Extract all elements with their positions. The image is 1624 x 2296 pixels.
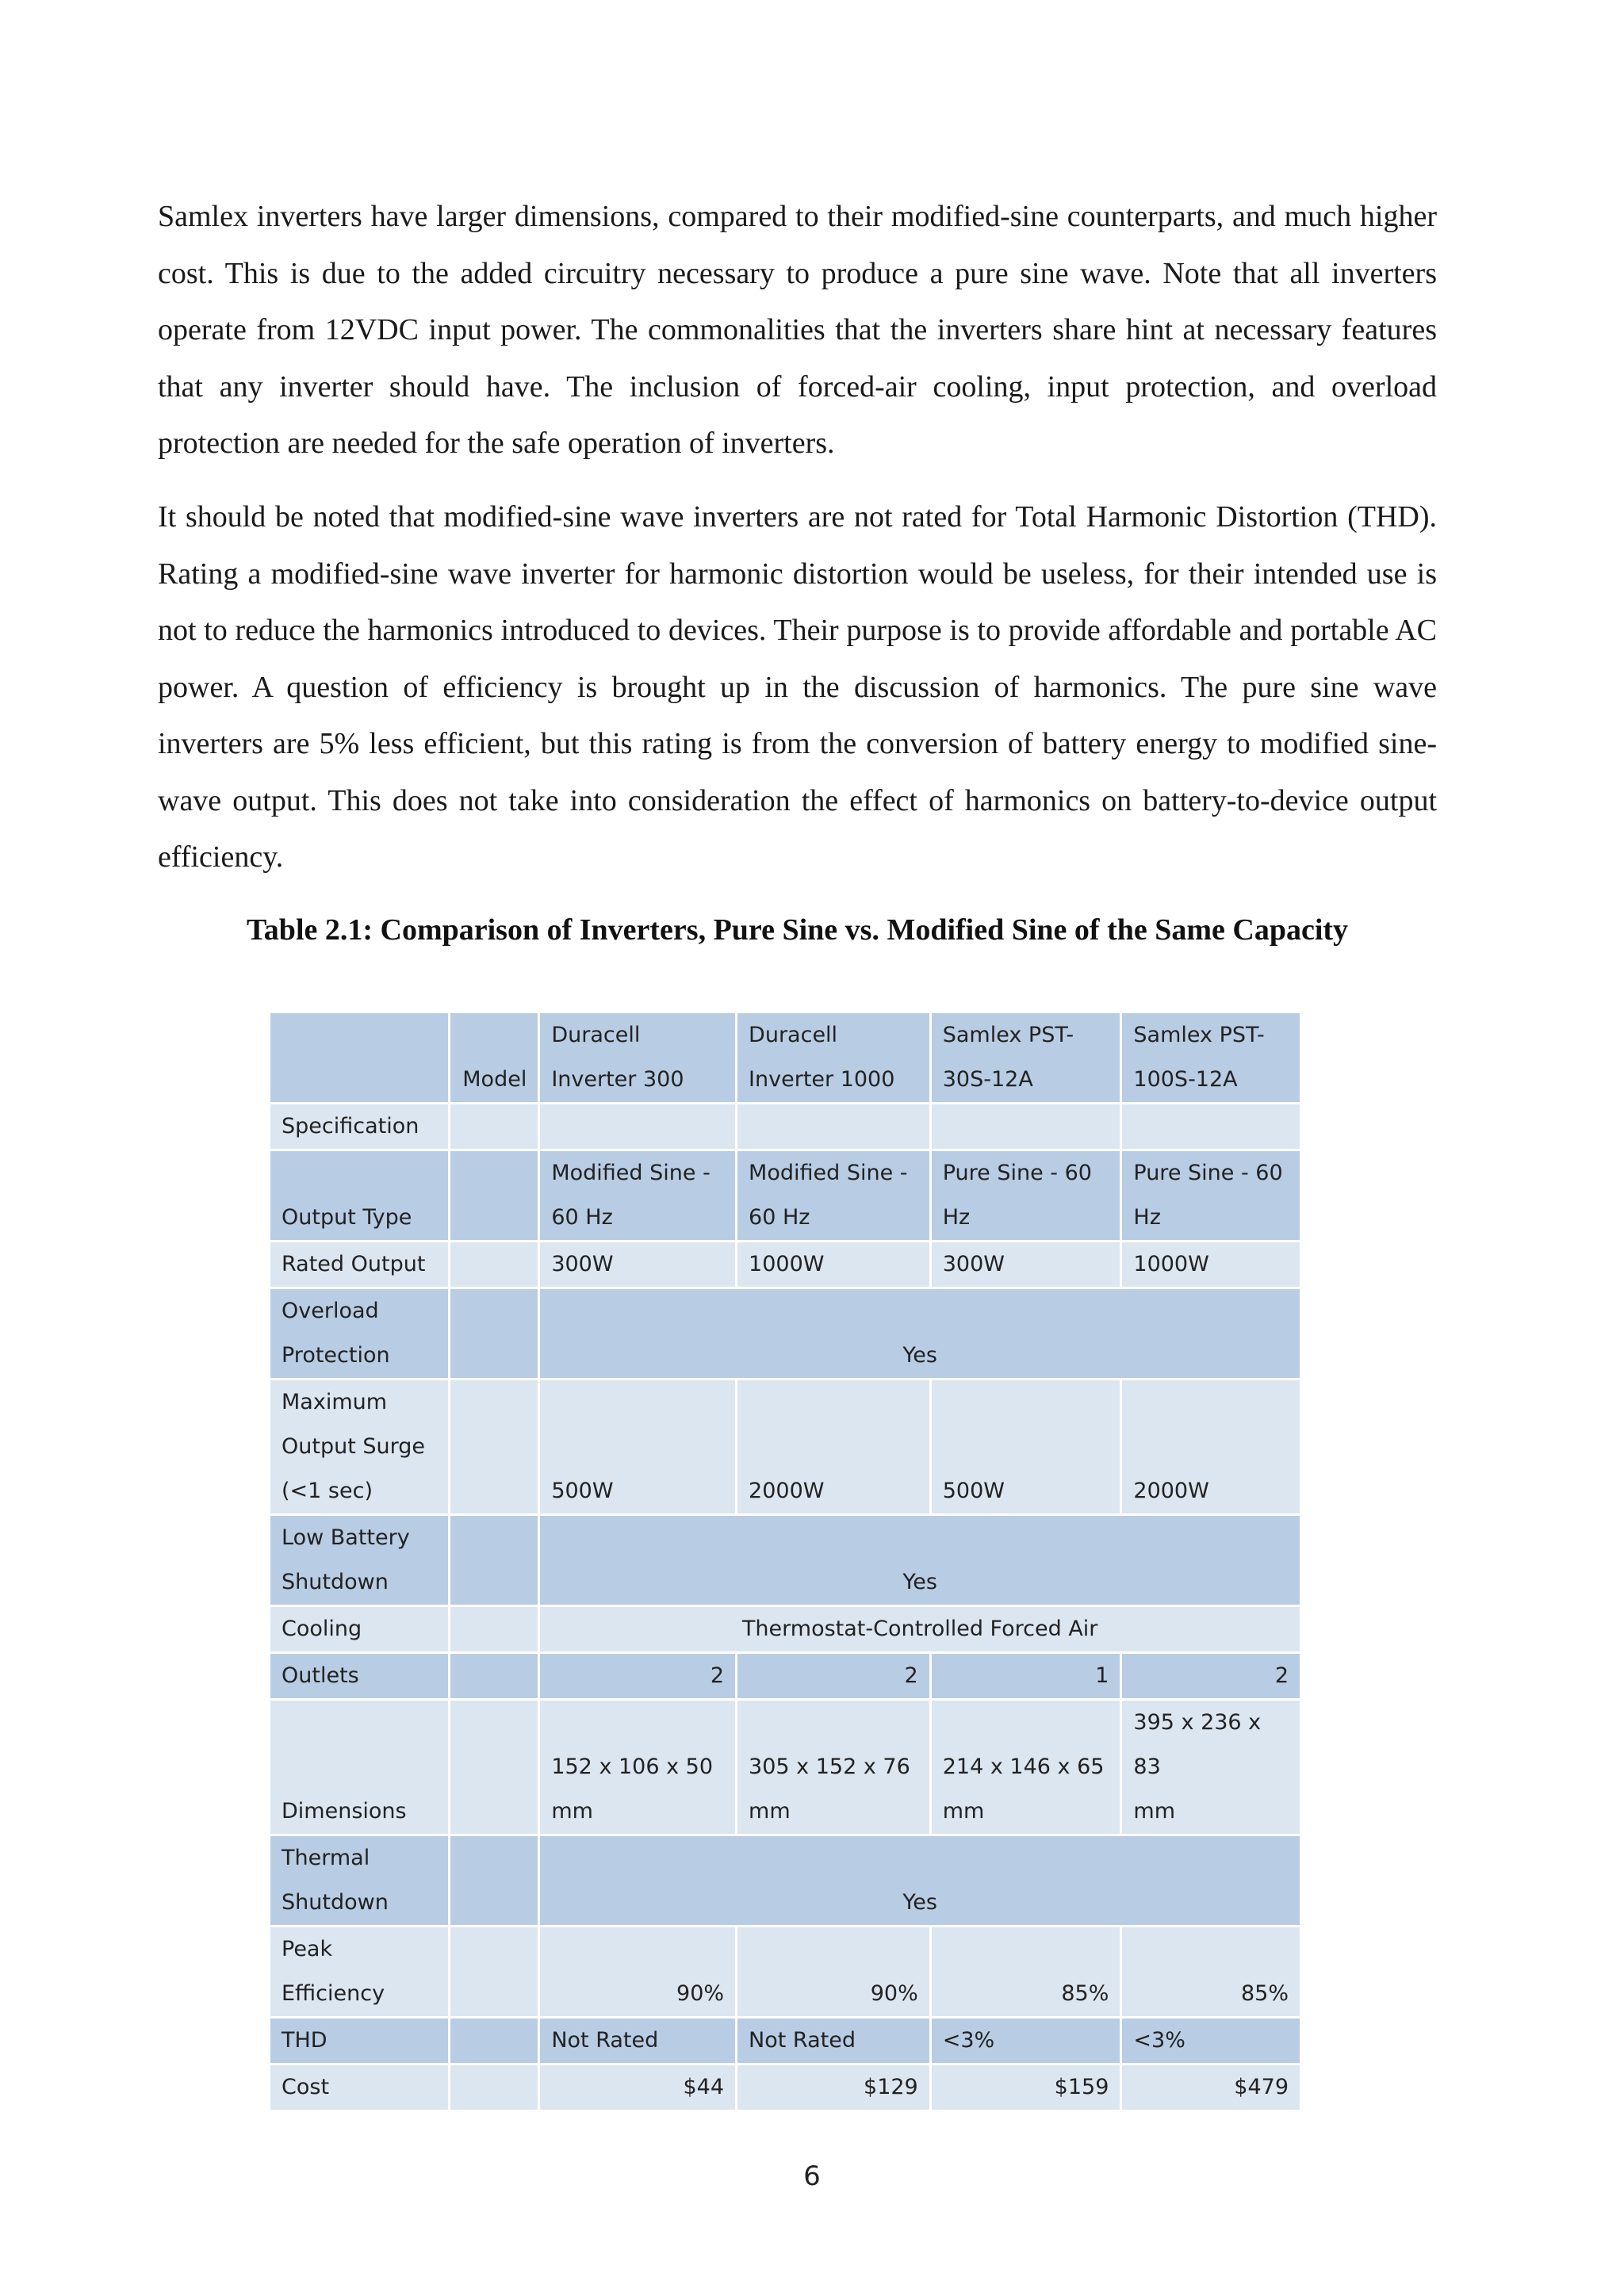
model-line: Inverter 300 (551, 1067, 684, 1092)
row-label: Cooling (270, 1607, 448, 1651)
table-row (270, 1654, 1300, 1698)
cell-line: Pure Sine - 60 (942, 1161, 1092, 1185)
table-row (270, 1013, 1300, 1102)
table-cell: <3% (932, 2019, 1120, 2063)
label-line: Protection (282, 1343, 390, 1368)
cell-line: Pure Sine - 60 (1133, 1161, 1283, 1185)
model-line: Samlex PST- (1133, 1023, 1265, 1047)
model-line: Samlex PST- (942, 1023, 1074, 1047)
row-label: Dimensions (270, 1701, 448, 1834)
row-label (270, 1380, 448, 1513)
table-cell: $129 (737, 2065, 929, 2110)
cell-line: mm (942, 1799, 985, 1823)
table-cell: 1 (932, 1654, 1120, 1698)
row-label (270, 1289, 448, 1378)
page-number: 6 (803, 2160, 821, 2192)
model-line: Duracell (551, 1023, 641, 1047)
label-line: Shutdown (282, 1570, 389, 1594)
merged-cell: Yes (540, 1289, 1300, 1378)
header-empty-cell (270, 1013, 448, 1102)
table-row (270, 2065, 1300, 2110)
merged-cell: Yes (540, 1516, 1300, 1605)
model-cell (932, 1013, 1120, 1102)
model-line: Inverter 1000 (749, 1067, 895, 1092)
table-cell (540, 1701, 735, 1834)
model-cell (1122, 1013, 1300, 1102)
table-cell: 500W (932, 1380, 1120, 1513)
table-row (270, 1836, 1300, 1925)
label-line: Maximum (282, 1390, 388, 1414)
cell-line: 60 Hz (551, 1205, 613, 1230)
table-cell: 90% (737, 1927, 929, 2016)
table-row (270, 1701, 1300, 1834)
table-row (270, 2019, 1300, 2063)
table-cell: <3% (1122, 2019, 1300, 2063)
row-label (270, 1516, 448, 1605)
table-cell: Not Rated (737, 2019, 929, 2063)
table-cell: 300W (540, 1242, 735, 1287)
table-cell: 300W (932, 1242, 1120, 1287)
table-cell: 500W (540, 1380, 735, 1513)
row-label: Peak Efficiency (270, 1927, 448, 2016)
body-paragraph-2: It should be noted that modified-sine wave inverters are not rated for Total Harmonic Distortion (THD). Rating a modified-sine wave inverter for harmonic distortion would be useless, for their intended use is not to reduce the harmonics introduced to devices. Their purpose is to provide affordable and portable AC power. A question of efficiency is brought up in the discussion of harmonics. The pure sine wave inverters are 5% less efficient, but this rating is from the conversion of battery energy to modified sine-wave output. This does not take into consideration the effect of harmonics on battery-to-device output efficiency. (158, 500, 1437, 874)
cell-line: Modified Sine - (551, 1161, 710, 1185)
row-label: THD (270, 2019, 448, 2063)
model-cell (540, 1013, 735, 1102)
cell-line: Modified Sine - (749, 1161, 908, 1185)
table-cell (932, 1701, 1120, 1834)
model-line: Duracell (749, 1023, 838, 1047)
row-label (270, 1836, 448, 1925)
cell-line: 152 x 106 x 50 (551, 1755, 714, 1779)
table-cell: 1000W (1122, 1242, 1300, 1287)
row-label: Rated Output (270, 1242, 448, 1287)
model-cell (737, 1013, 929, 1102)
table-row (270, 1289, 1300, 1378)
table-row (270, 1151, 1300, 1240)
table-cell: 85% (1122, 1927, 1300, 2016)
table-row (270, 1607, 1300, 1651)
table-cell: 2000W (737, 1380, 929, 1513)
table-cell: 85% (932, 1927, 1120, 2016)
label-line: Overload (282, 1299, 379, 1323)
table-cell: 2 (540, 1654, 735, 1698)
label-line: Low Battery (282, 1525, 410, 1550)
table-cell: $44 (540, 2065, 735, 2110)
model-line: 30S-12A (942, 1067, 1033, 1092)
cell-line: 395 x 236 x 83 (1133, 1710, 1262, 1779)
merged-cell: Thermostat-Controlled Forced Air (540, 1607, 1300, 1651)
table-cell: Not Rated (540, 2019, 735, 2063)
cell-line: 305 x 152 x 76 (749, 1755, 910, 1779)
table-cell: 1000W (737, 1242, 929, 1287)
cell-line: mm (1133, 1799, 1175, 1823)
label-line: Output Surge (282, 1434, 425, 1459)
model-line: 100S-12A (1133, 1067, 1238, 1092)
table-cell (1122, 1701, 1300, 1834)
table-cell (737, 1151, 929, 1240)
table-row (270, 1242, 1300, 1287)
cell-line: 214 x 146 x 65 (942, 1755, 1105, 1779)
table-row (270, 1380, 1300, 1513)
label-line: Thermal (282, 1846, 370, 1870)
table-row (270, 1927, 1300, 2016)
cell-line: Hz (1133, 1205, 1161, 1230)
table-cell (737, 1701, 929, 1834)
row-label: Outlets (270, 1654, 448, 1698)
cell-line: Hz (942, 1205, 971, 1230)
table-cell: $159 (932, 2065, 1120, 2110)
merged-cell: Yes (540, 1836, 1300, 1925)
table-cell: 2 (1122, 1654, 1300, 1698)
cell-line: 60 Hz (749, 1205, 810, 1230)
table-cell (932, 1151, 1120, 1240)
table-cell: $479 (1122, 2065, 1300, 2110)
cell-line: mm (551, 1799, 593, 1823)
table-cell: 2000W (1122, 1380, 1300, 1513)
table-cell: 90% (540, 1927, 735, 2016)
table-cell (540, 1151, 735, 1240)
model-label: Model (450, 1013, 538, 1102)
table-cell: 2 (737, 1654, 929, 1698)
row-label: Output Type (270, 1151, 448, 1240)
label-line: (<1 sec) (282, 1479, 373, 1503)
inverter-comparison-table (268, 1011, 1302, 2112)
table-row (270, 1516, 1300, 1605)
table-row (270, 1104, 1300, 1149)
spec-label: Specification (270, 1104, 448, 1149)
label-line: Shutdown (282, 1890, 389, 1915)
cell-line: mm (749, 1799, 791, 1823)
row-label: Cost (270, 2065, 448, 2110)
body-paragraph-1: Samlex inverters have larger dimensions, compared to their modified-sine counterparts, and much higher cost. This is due to the added circuitry necessary to produce a pure sine wave. Note that all inverters operate from 12VDC input power. The commonalities that the inverters share hint at necessary features that any inverter should have. The inclusion of forced-air cooling, input protection, and overload protection are needed for the safe operation of inverters. (158, 200, 1437, 460)
table-cell (1122, 1151, 1300, 1240)
table-caption: Table 2.1: Comparison of Inverters, Pure Sine vs. Modified Sine of the Same Capacity (246, 913, 1349, 947)
